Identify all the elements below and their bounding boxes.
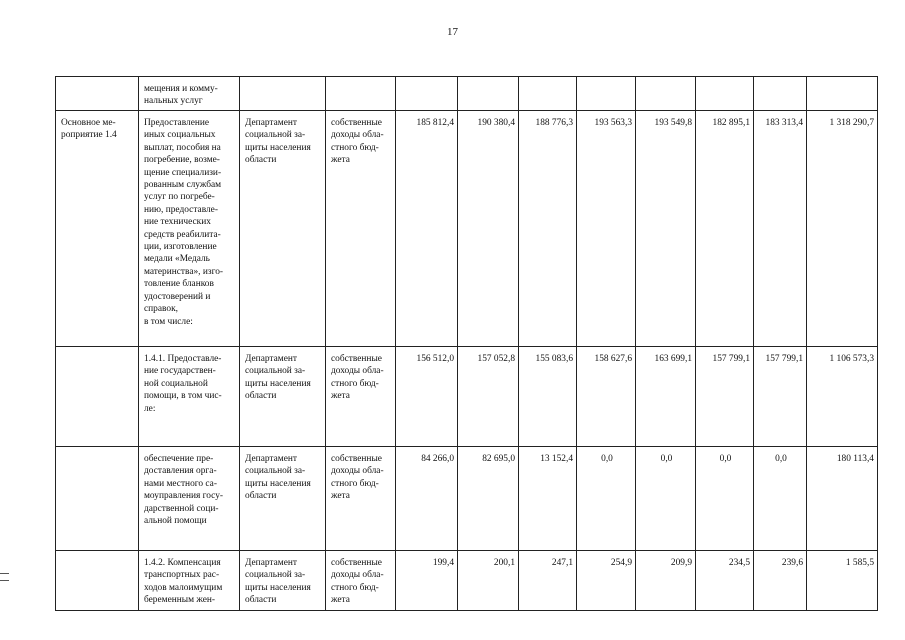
value-cell: 199,4 <box>396 551 458 611</box>
name-cell: 1.4.1. Предоставле- ние государствен- ной социальной помощи, в том чис- ле: <box>139 347 240 447</box>
value-cell: 0,0 <box>577 447 636 551</box>
value-cell: 0,0 <box>636 447 696 551</box>
page-number: 17 <box>447 26 458 38</box>
table-row <box>56 111 878 347</box>
margin-mark <box>0 580 9 581</box>
executor-cell <box>240 77 326 111</box>
margin-mark <box>0 573 9 574</box>
value-cell: 13 152,4 <box>519 447 577 551</box>
value-cell <box>636 77 696 111</box>
table-row <box>56 77 878 111</box>
value-cell <box>754 77 807 111</box>
value-cell: 1 318 290,7 <box>807 111 878 347</box>
name-cell: обеспечение пре- доставления орга- нами местного са- моуправления госу- дарственной соци- альной помощи <box>139 447 240 551</box>
source-cell: собственные доходы обла- стного бюд- жета <box>326 551 396 611</box>
value-cell: 158 627,6 <box>577 347 636 447</box>
measure-cell <box>56 551 139 611</box>
value-cell: 188 776,3 <box>519 111 577 347</box>
value-cell: 84 266,0 <box>396 447 458 551</box>
name-cell: Предоставление иных социальных выплат, пособия на погребение, возме- щение специализи- рованным службам услуг по погребе- нию, предоставле- ние технических средств реабилита- ции, изготовление медали «Медаль материнства», изго- товление бланков удостоверений и справок, в том числе: <box>139 111 240 347</box>
value-cell: 193 549,8 <box>636 111 696 347</box>
value-cell <box>577 77 636 111</box>
value-cell: 157 799,1 <box>696 347 754 447</box>
value-cell <box>696 77 754 111</box>
table-row <box>56 347 878 447</box>
value-cell: 193 563,3 <box>577 111 636 347</box>
value-cell: 0,0 <box>696 447 754 551</box>
measure-cell <box>56 447 139 551</box>
executor-cell: Департамент социальной за- щиты населения области <box>240 347 326 447</box>
value-cell: 247,1 <box>519 551 577 611</box>
source-cell: собственные доходы обла- стного бюд- жета <box>326 447 396 551</box>
value-cell: 190 380,4 <box>458 111 519 347</box>
executor-cell: Департамент социальной за- щиты населения области <box>240 447 326 551</box>
name-cell: 1.4.2. Компенсация транспортных рас- ходов малоимущим беременным жен- <box>139 551 240 611</box>
value-cell: 180 113,4 <box>807 447 878 551</box>
value-cell: 200,1 <box>458 551 519 611</box>
value-cell: 185 812,4 <box>396 111 458 347</box>
table-row <box>56 447 878 551</box>
value-cell: 157 052,8 <box>458 347 519 447</box>
table-row <box>56 551 878 611</box>
executor-cell: Департамент социальной за- щиты населения области <box>240 551 326 611</box>
value-cell: 254,9 <box>577 551 636 611</box>
value-cell: 182 895,1 <box>696 111 754 347</box>
source-cell: собственные доходы обла- стного бюд- жета <box>326 111 396 347</box>
value-cell <box>396 77 458 111</box>
executor-cell: Департамент социальной за- щиты населения области <box>240 111 326 347</box>
value-cell: 155 083,6 <box>519 347 577 447</box>
value-cell: 239,6 <box>754 551 807 611</box>
value-cell: 82 695,0 <box>458 447 519 551</box>
value-cell: 157 799,1 <box>754 347 807 447</box>
value-cell: 163 699,1 <box>636 347 696 447</box>
value-cell: 1 585,5 <box>807 551 878 611</box>
value-cell: 209,9 <box>636 551 696 611</box>
value-cell: 0,0 <box>754 447 807 551</box>
value-cell: 1 106 573,3 <box>807 347 878 447</box>
source-cell: собственные доходы обла- стного бюд- жета <box>326 347 396 447</box>
source-cell <box>326 77 396 111</box>
value-cell <box>807 77 878 111</box>
value-cell <box>519 77 577 111</box>
measure-cell <box>56 77 139 111</box>
measure-cell <box>56 347 139 447</box>
value-cell: 234,5 <box>696 551 754 611</box>
measure-cell: Основное ме- роприятие 1.4 <box>56 111 139 347</box>
value-cell <box>458 77 519 111</box>
name-cell: мещения и комму- нальных услуг <box>139 77 240 111</box>
budget-table <box>55 76 878 611</box>
value-cell: 183 313,4 <box>754 111 807 347</box>
value-cell: 156 512,0 <box>396 347 458 447</box>
